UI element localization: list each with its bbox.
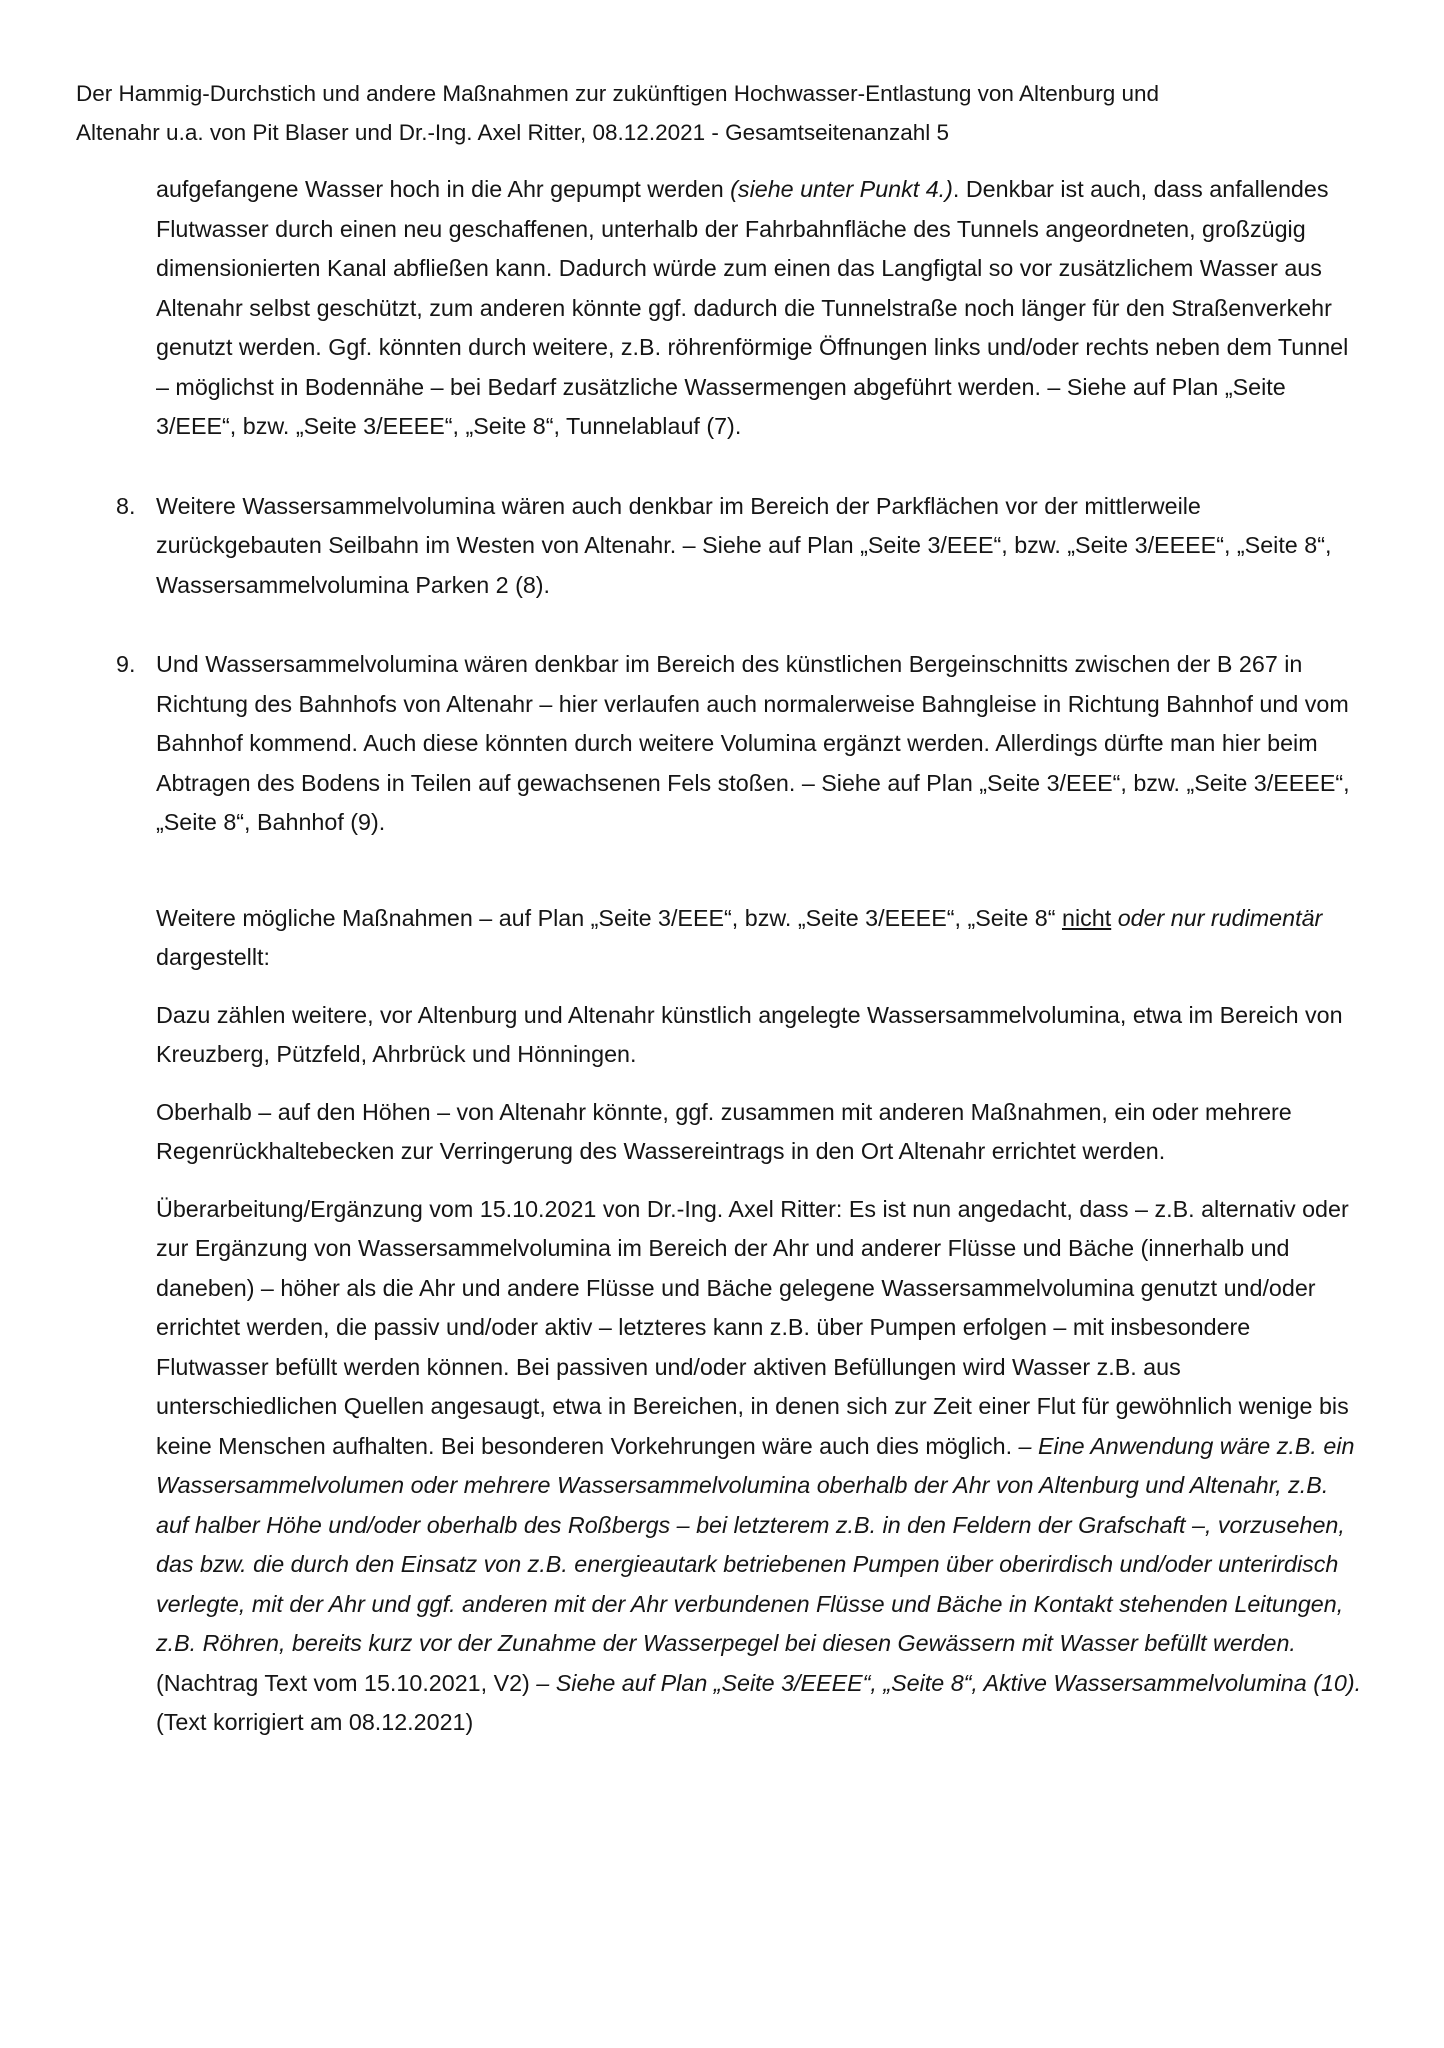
further-measures-intro (156, 899, 1366, 978)
paragraph-additional-volumes: Dazu zählen weitere, vor Altenburg und Altenahr künstlich angelegte Wassersammelvolumina, etwa im Bereich von Kreuzberg, Pützfeld, Ahrbrück und Hönningen. (156, 1001, 1343, 1067)
intro-text-b: dargestellt: (156, 944, 270, 970)
continuation-reference: (siehe unter Punkt 4.) (730, 176, 953, 202)
list-number: 8. (116, 492, 136, 519)
paragraph-revision (156, 1190, 1366, 1743)
revision-text-b: (Nachtrag Text vom 15.10.2021, V2) (156, 1669, 537, 1696)
intro-text-a: Weitere mögliche Maßnahmen – auf Plan „Seite 3/EEE“, bzw. „Seite 3/EEEE“, „Seite 8“ (156, 904, 1062, 931)
revision-correction-note: (Text korrigiert am 08.12.2021) (156, 1709, 474, 1735)
continuation-text-2: . Denkbar ist auch, dass anfallendes Flutwasser durch einen neu geschaffenen, unterhalb der Fahrbahnfläche des Tunnels angeordneten, großzügig dimensionierten Kanal abfließen kann. Dadurch würde zum einen das Langfigtal so vor zusätzlichem Wasser aus Altenahr selbst geschützt, zum anderen könnte ggf. dadurch die Tunnelstraße noch länger für den Straßenverkehr genutzt werden. Ggf. könnten durch weitere, z.B. röhrenförmige Öffnungen links und/oder rechts neben dem Tunnel – möglichst in Bodennähe – bei Bedarf zusätzliche Wassermengen abgeführt werden. – Siehe auf Plan „Seite 3/EEE“, bzw. „Seite 3/EEEE“, „Seite 8“, Tunnelablauf (7). (156, 176, 1349, 439)
page-header (76, 74, 1376, 152)
continuation-text-1: aufgefangene Wasser hoch in die Ahr gepumpt werden (156, 176, 731, 202)
paragraph-retention-basins: Oberhalb – auf den Höhen – von Altenahr könnte, ggf. zusammen mit anderen Maßnahmen, ein oder mehrere Regenrückhaltebecken zur Verringerung des Wassereintrags in den Ort Altenahr errichtet werden. (156, 1098, 1292, 1164)
list-item-text: Und Wassersammelvolumina wären denkbar im Bereich des künstlichen Bergeinschnitts zwischen der B 267 in Richtung des Bahnhofs von Altenahr – hier verlaufen auch normalerweise Bahngleise in Richtung Bahnhof und vom Bahnhof kommend. Auch diese könnten durch weitere Volumina ergänzt werden. Allerdings dürfte man hier beim Abtragen des Bodens in Teilen auf gewachsenen Fels stoßen. – Siehe auf Plan „Seite 3/EEE“, bzw. „Seite 3/EEEE“, „Seite 8“, Bahnhof (9). (156, 651, 1350, 835)
list-item-8 (116, 487, 1366, 606)
header-line-1: Der Hammig-Durchstich und andere Maßnahmen zur zukünftigen Hochwasser-Entlastung von Altenburg und (76, 81, 1160, 106)
document-body (116, 170, 1366, 1743)
continuation-paragraph (156, 170, 1366, 447)
revision-text-a: Überarbeitung/Ergänzung vom 15.10.2021 von Dr.-Ing. Axel Ritter: Es ist nun angedacht, dass – z.B. alternativ oder zur Ergänzung von Wassersammelvolumina im Bereich der Ahr und anderer Flüsse und Bäche (innerhalb und daneben) – höher als die Ahr und andere Flüsse und Bäche gelegene Wassersammelvolumina genutzt und/oder errichtet werden, die passiv und/oder aktiv – letzteres kann z.B. über Pumpen erfolgen – mit insbesondere Flutwasser befüllt werden können. Bei passiven und/oder aktiven Befüllungen wird Wasser z.B. aus unterschiedlichen Quellen angesaugt, etwa in Bereichen, in denen sich zur Zeit einer Flut für gewöhnlich wenige bis keine Menschen aufhalten. Bei besonderen Vorkehrungen wäre auch dies möglich. (156, 1195, 1349, 1459)
list-item-9 (116, 645, 1366, 843)
intro-underlined: nicht (1061, 904, 1112, 931)
revision-italic-1: – Eine Anwendung wäre z.B. ein Wassersammelvolumen oder mehrere Wassersammelvolumina oberhalb der Ahr von Altenburg und Altenahr, z.B. auf halber Höhe und/oder oberhalb des Roßbergs – bei letzterem z.B. in den Feldern der Grafschaft –, vorzusehen, das bzw. die durch den Einsatz von z.B. energieautark betriebenen Pumpen über oberirdisch und/oder unterirdisch verlegte, mit der Ahr und ggf. anderen mit der Ahr verbundenen Flüsse und Bäche in Kontakt stehenden Leitungen, z.B. Röhren, bereits kurz vor der Zunahme der Wasserpegel bei diesen Gewässern mit Wasser befüllt werden. (156, 1432, 1355, 1656)
revision-italic-2: – Siehe auf Plan „Seite 3/EEEE“, „Seite 8“, Aktive Wassersammelvolumina (10). (536, 1669, 1362, 1696)
list-item-text: Weitere Wassersammelvolumina wären auch denkbar im Bereich der Parkflächen vor der mittlerweile zurückgebauten Seilbahn im Westen von Altenahr. – Siehe auf Plan „Seite 3/EEE“, bzw. „Seite 3/EEEE“, „Seite 8“, Wassersammelvolumina Parken 2 (8). (156, 492, 1332, 598)
intro-italic: oder nur rudimentär (1117, 904, 1323, 931)
list-number: 9. (116, 651, 136, 677)
header-line-2: Altenahr u.a. von Pit Blaser und Dr.-Ing. Axel Ritter, 08.12.2021 - Gesamtseitenanzahl 5 (76, 120, 949, 145)
